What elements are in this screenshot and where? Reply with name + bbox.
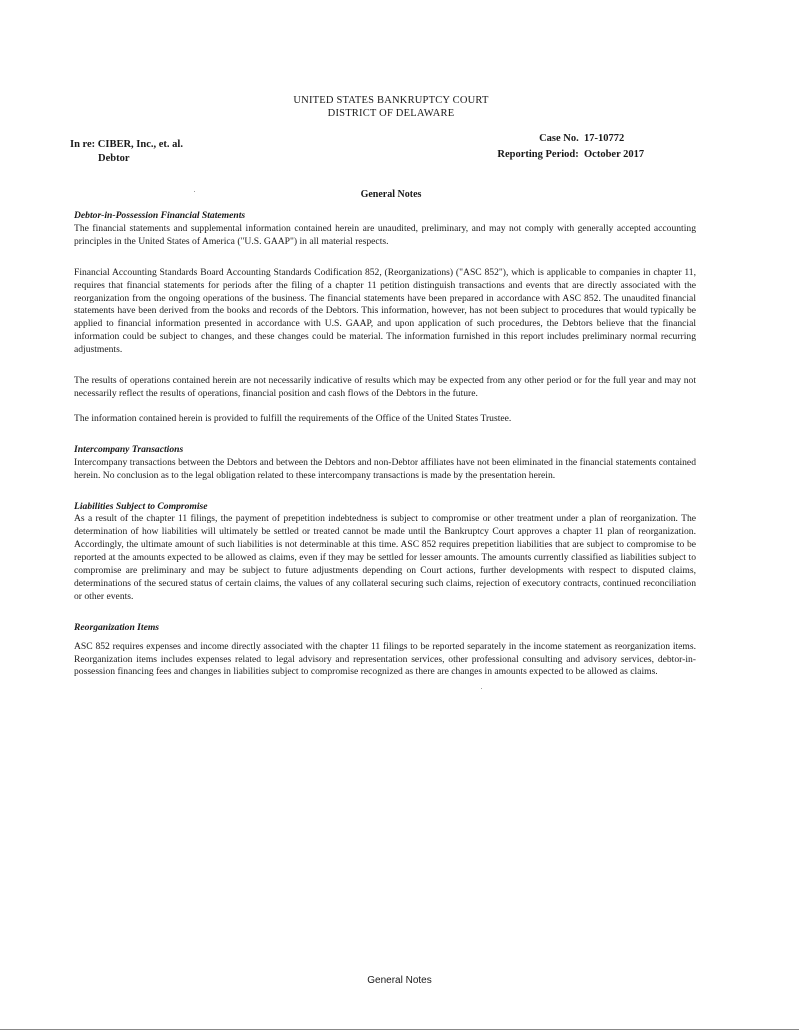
paragraph: Financial Accounting Standards Board Accounting Standards Codification 852, (Reorganizations) ("ASC 852"), which is applicable to companies in chapter 11, requires that financial statements for periods after the filing of a chapter 11 petition distinguish transactions and events that are directly associated with the reorganization from the ongoing operations of the business. The financial statements have been prepared in accordance with ASC 852. The unaudited financial statements have been derived from the books and records of the Debtors. This information, however, has not been subject to procedures that would typically be applied to financial information presented in accordance with U.S. GAAP, and upon application of such procedures, the Debtors believe that the financial information could be subject to changes, and these changes could be material. The information furnished in this report includes preliminary normal recurring adjustments. [74,266,696,356]
paragraph: The financial statements and supplemental information contained herein are unaudited, preliminary, and may not comply with generally accepted accounting principles in the United States of America ("U.S. GAAP") in all material respects. [74,222,696,247]
in-re-caption: In re: CIBER, Inc., et. al. [70,139,183,150]
debtor-label: Debtor [98,153,130,164]
case-no-value: 17-10772 [584,133,625,144]
scan-speck [481,688,482,689]
reporting-period-label: Reporting Period: [497,149,579,160]
page-title: General Notes [360,189,422,200]
paragraph: ASC 852 requires expenses and income directly associated with the chapter 11 filings to be reported separately in the income statement as reorganization items. Reorganization items includes expenses related to legal advisory and representation services, other professional consulting and advisory services, debtor-in-possession financing fees and changes in liabilities subject to compromise recognized as there are changes in amounts expected to be allowed as claims. [74,640,696,678]
case-number-row [497,131,654,147]
paragraph: As a result of the chapter 11 filings, the payment of prepetition indebtedness is subject to compromise or other treatment under a plan of reorganization. The determination of how liabilities will ultimately be settled or treated cannot be made until the Bankruptcy Court approves a chapter 11 plan of reorganization. Accordingly, the ultimate amount of such liabilities is not determinable at this time. ASC 852 requires prepetition liabilities that are subject to compromise to be reported at the amounts expected to be allowed as claims, even if they may be settled for lesser amounts. The amounts currently classified as liabilities subject to compromise are preliminary and may be subject to future adjustments depending on Court actions, further developments with respect to disputed claims, determinations of the secured status of certain claims, the values of any collateral securing such claims, rejection of executory contracts, continued reconciliation or other events. [74,513,696,602]
section-heading-liabilities: Liabilities Subject to Compromise [74,500,208,512]
scan-speck [194,191,195,192]
paragraph: Intercompany transactions between the Debtors and between the Debtors and non-Debtor affiliates have not been eliminated in the financial statements contained herein. No conclusion as to the legal obligation related to these intercompany transactions is made by the presentation herein. [74,456,696,481]
court-name [0,94,782,120]
case-info [497,131,654,163]
reporting-period-row [497,147,654,163]
reporting-period-value: October 2017 [584,149,645,160]
section-heading-reorg: Reorganization Items [74,621,160,633]
case-no-label: Case No. [539,133,579,144]
court-line-1: UNITED STATES BANKRUPTCY COURT [293,95,489,106]
court-line-2: DISTRICT OF DELAWARE [327,108,455,119]
paragraph: The information contained herein is provided to fulfill the requirements of the Office of the United States Trustee. [74,412,512,424]
notes-body [74,210,696,679]
paragraph: The results of operations contained herein are not necessarily indicative of results which may be expected from any other period or for the full year and may not necessarily reflect the results of operations, financial position and cash flows of the Debtors in the future. [74,375,696,399]
section-heading-dip: Debtor-in-Possession Financial Statements [74,210,246,221]
scan-edge-line [0,1029,799,1030]
page-footer: General Notes [367,975,432,986]
section-heading-intercompany: Intercompany Transactions [74,443,184,455]
